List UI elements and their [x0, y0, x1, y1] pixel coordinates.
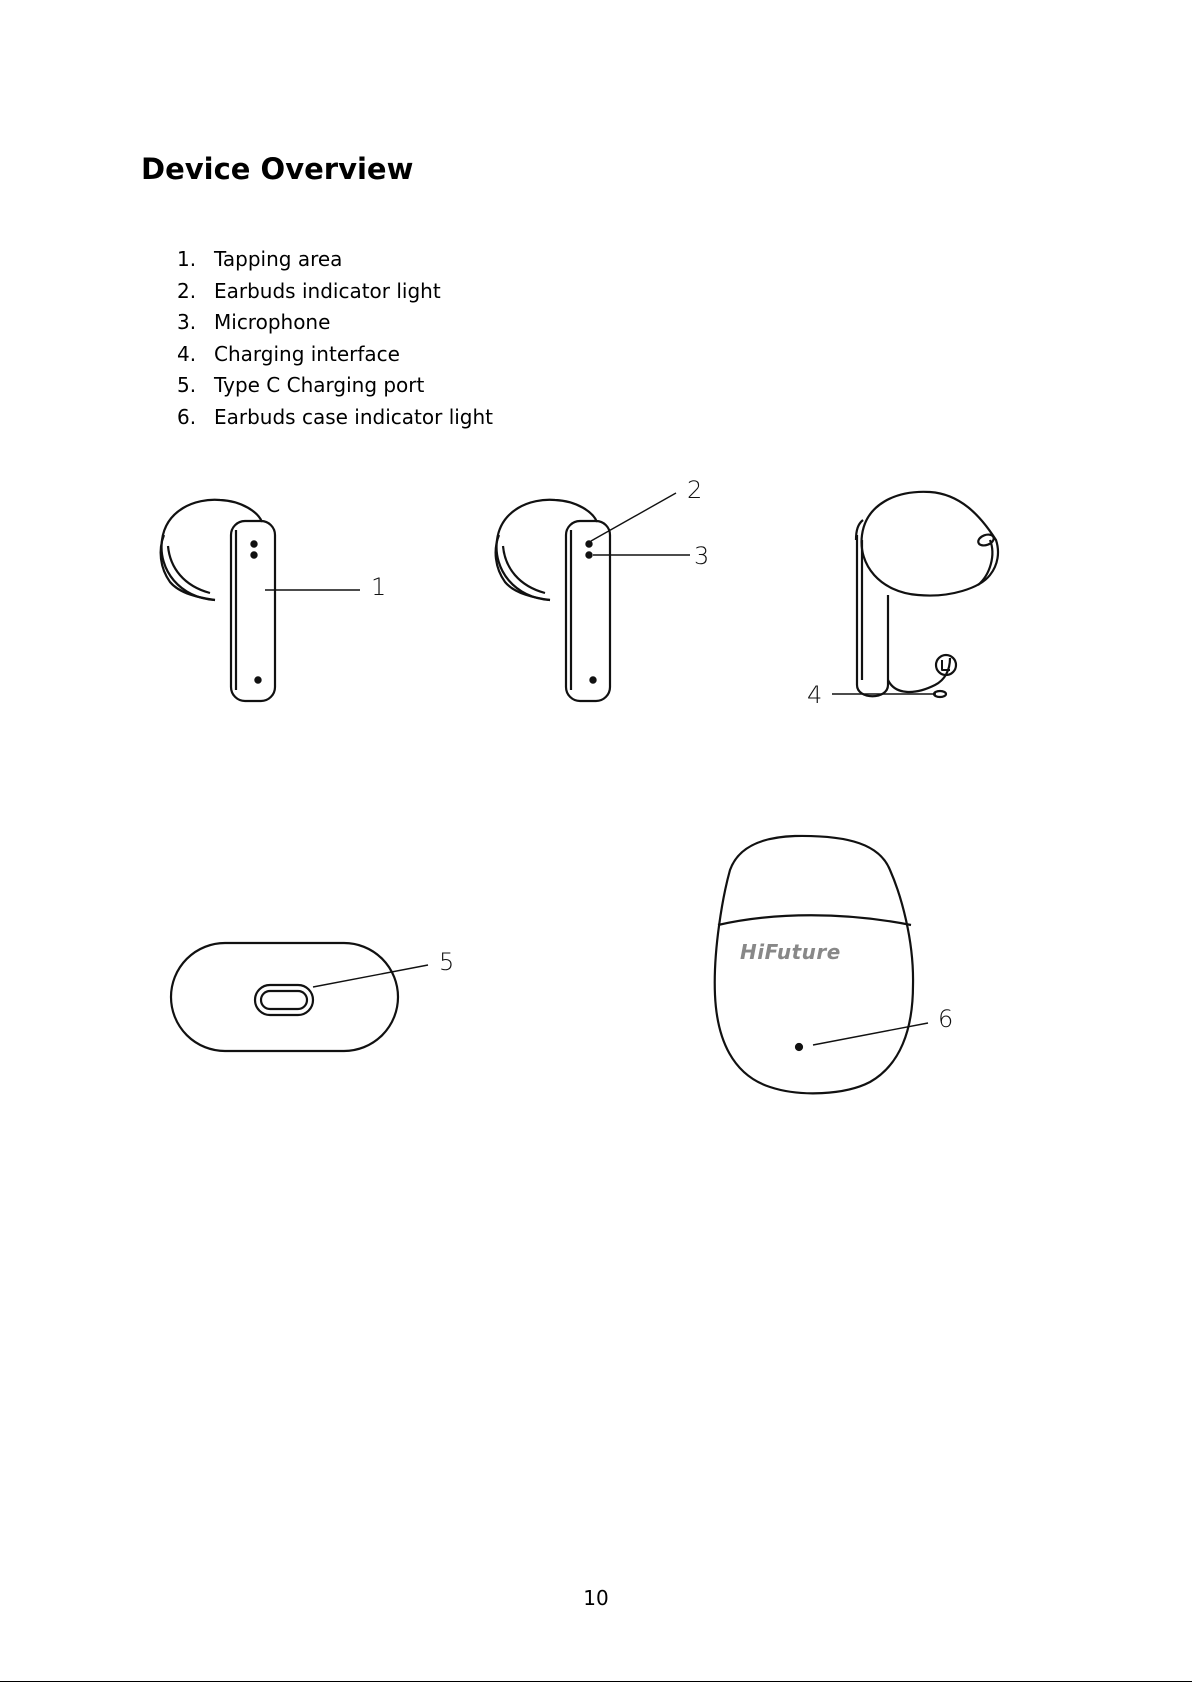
list-item: 3. Microphone: [177, 310, 331, 335]
bottom-rule: [0, 1681, 1192, 1682]
earbud-side-illustration: [800, 480, 1060, 720]
callout-2: 2: [687, 476, 703, 504]
callout-line-2: [591, 493, 676, 541]
list-item: 1. Tapping area: [177, 247, 343, 271]
callout-1: 1: [371, 573, 387, 601]
callout-line-6: [813, 1023, 928, 1045]
earbud-front-illustration: [150, 490, 390, 720]
case-logo: HiFuture: [740, 940, 841, 964]
callout-5: 5: [439, 948, 455, 976]
parts-list: [177, 244, 493, 434]
list-item: 4. Charging interface: [177, 341, 400, 366]
callout-line-5: [313, 965, 428, 987]
case-front-illustration: [675, 825, 975, 1105]
page-number: 10: [583, 1586, 609, 1610]
callout-3: 3: [694, 542, 710, 570]
list-item: 6. Earbuds case indicator light: [177, 404, 494, 429]
earbud-indicator-illustration: [485, 480, 705, 720]
callout-4: 4: [807, 681, 823, 709]
list-item: 5. Type C Charging port: [177, 373, 425, 398]
case-bottom-illustration: [165, 930, 465, 1060]
list-item: 2. Earbuds indicator light: [177, 278, 441, 303]
callout-6: 6: [938, 1005, 954, 1033]
page-title: Device Overview: [141, 152, 414, 186]
